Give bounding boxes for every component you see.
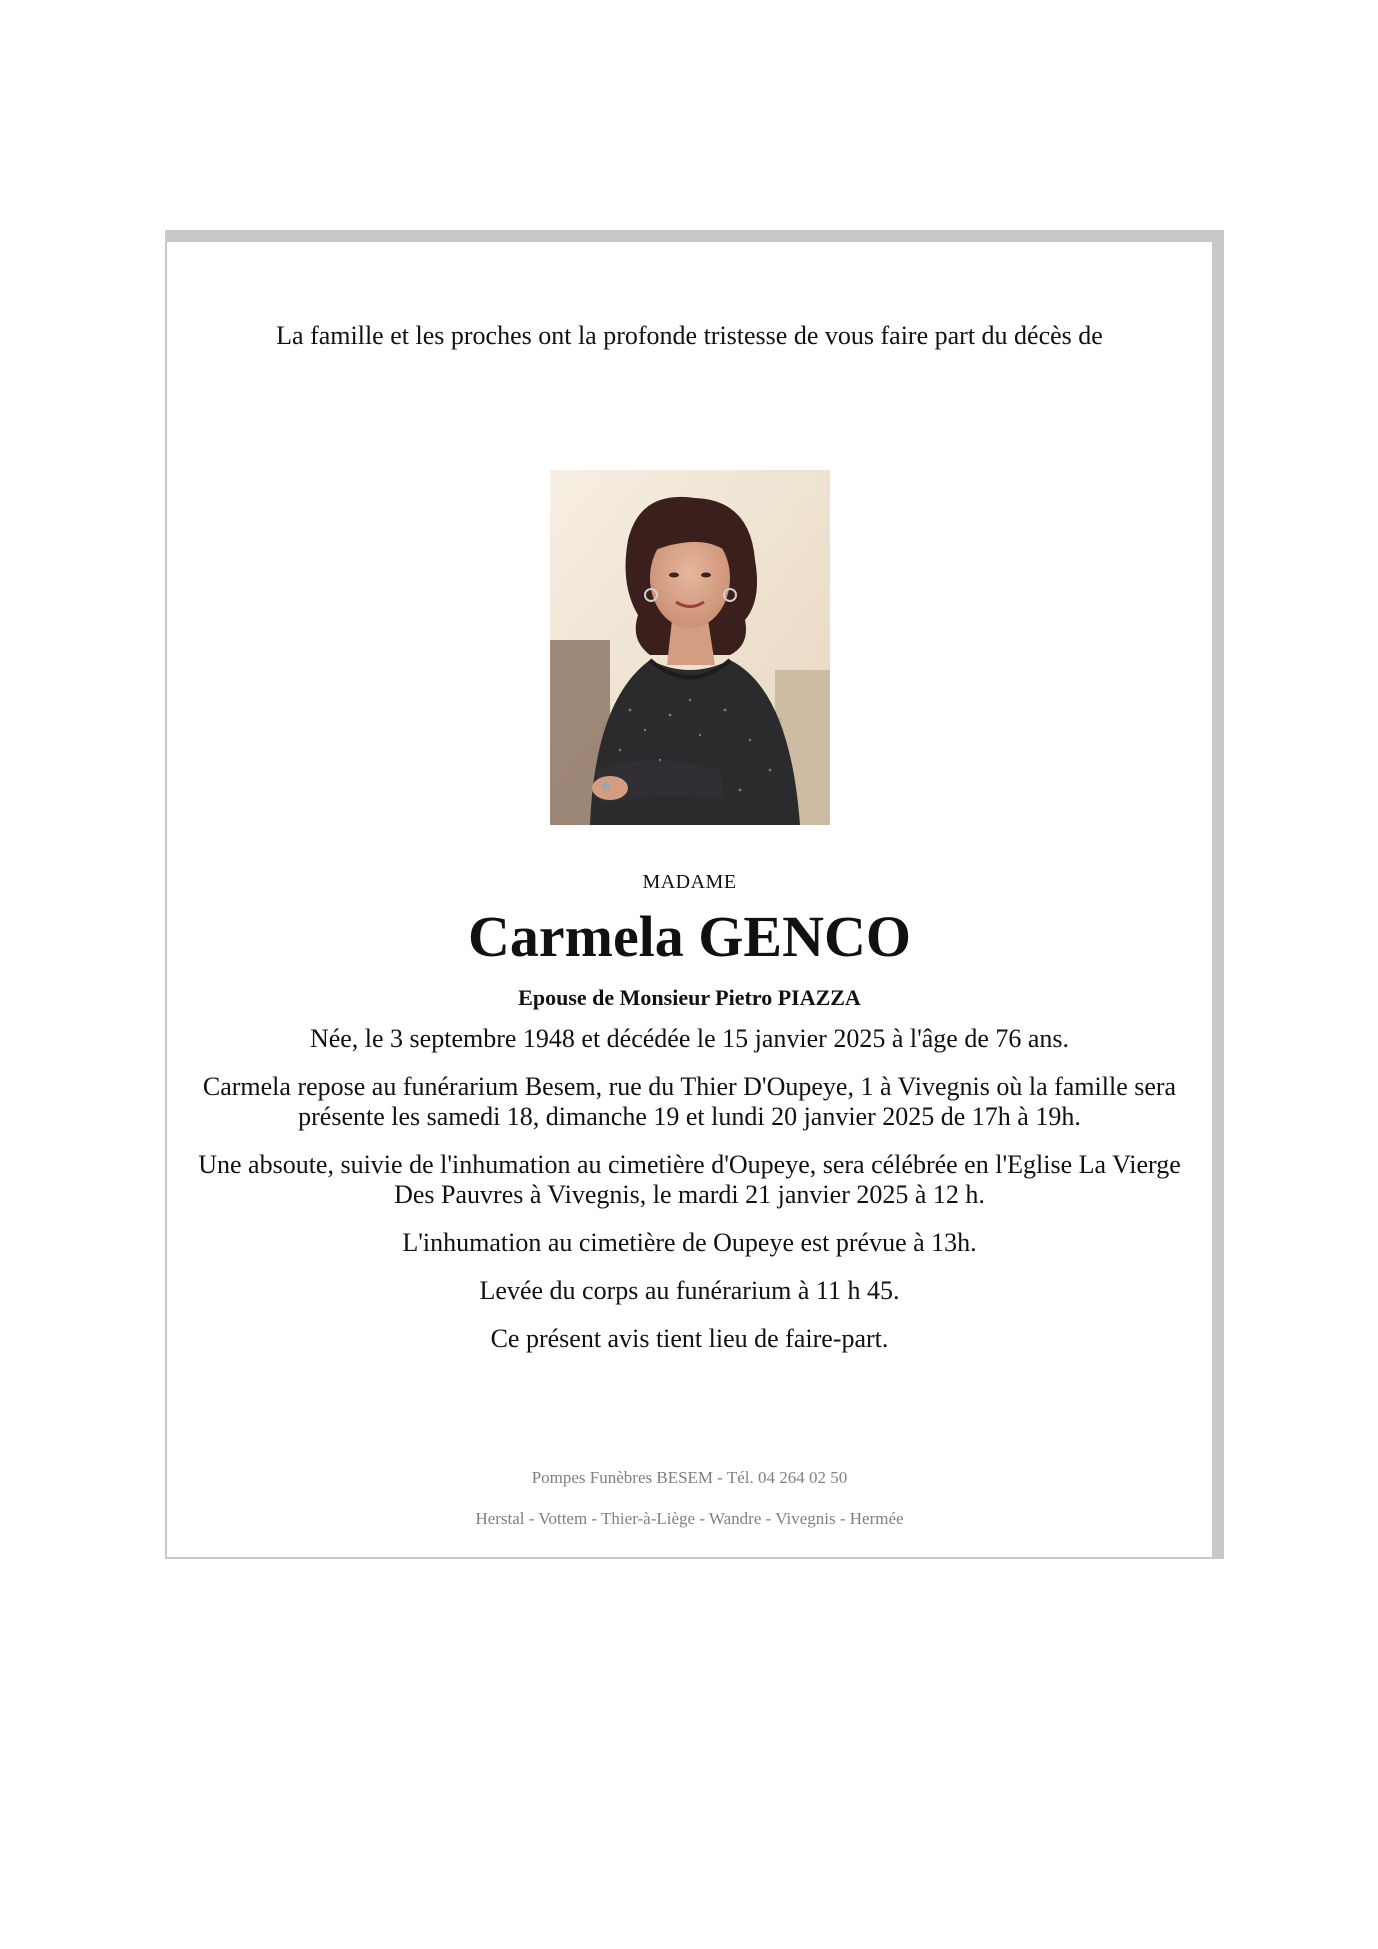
spouse-line: Epouse de Monsieur Pietro PIAZZA bbox=[518, 985, 861, 1010]
portrait-illustration bbox=[550, 470, 830, 825]
notice-statement-paragraph: Ce présent avis tient lieu de faire-part. bbox=[490, 1324, 889, 1353]
honorific-label: MADAME bbox=[642, 871, 737, 893]
visitation-paragraph: Carmela repose au funérarium Besem, rue du Thier D'Oupeye, 1 à Vivegnis où la famille sera présente les samedi 18, dimanche 19 et lundi 20 janvier 2025 de 17h à 19h. bbox=[202, 1072, 1177, 1131]
birth-death-paragraph: Née, le 3 septembre 1948 et décédée le 15 janvier 2025 à l'âge de 76 ans. bbox=[309, 1024, 1070, 1053]
funeral-home-locations: Herstal - Vottem - Thier-à-Liège - Wandre - Vivegnis - Hermée bbox=[475, 1509, 904, 1528]
notice-body bbox=[187, 1024, 1192, 1372]
deceased-name: Carmela GENCO bbox=[468, 904, 911, 969]
funeral-home-contact: Pompes Funèbres BESEM - Tél. 04 264 02 50 bbox=[531, 1468, 848, 1487]
burial-paragraph: L'inhumation au cimetière de Oupeye est prévue à 13h. bbox=[402, 1228, 977, 1257]
ceremony-paragraph: Une absoute, suivie de l'inhumation au cimetière d'Oupeye, sera célébrée en l'Eglise La Vierge Des Pauvres à Vivegnis, le mardi 21 janvier 2025 à 12 h. bbox=[198, 1150, 1181, 1209]
death-notice-card bbox=[165, 230, 1224, 1559]
portrait-photo bbox=[550, 470, 830, 825]
intro-text: La famille et les proches ont la profonde tristesse de vous faire part du décès de bbox=[276, 321, 1103, 350]
departure-paragraph: Levée du corps au funérarium à 11 h 45. bbox=[479, 1276, 900, 1305]
